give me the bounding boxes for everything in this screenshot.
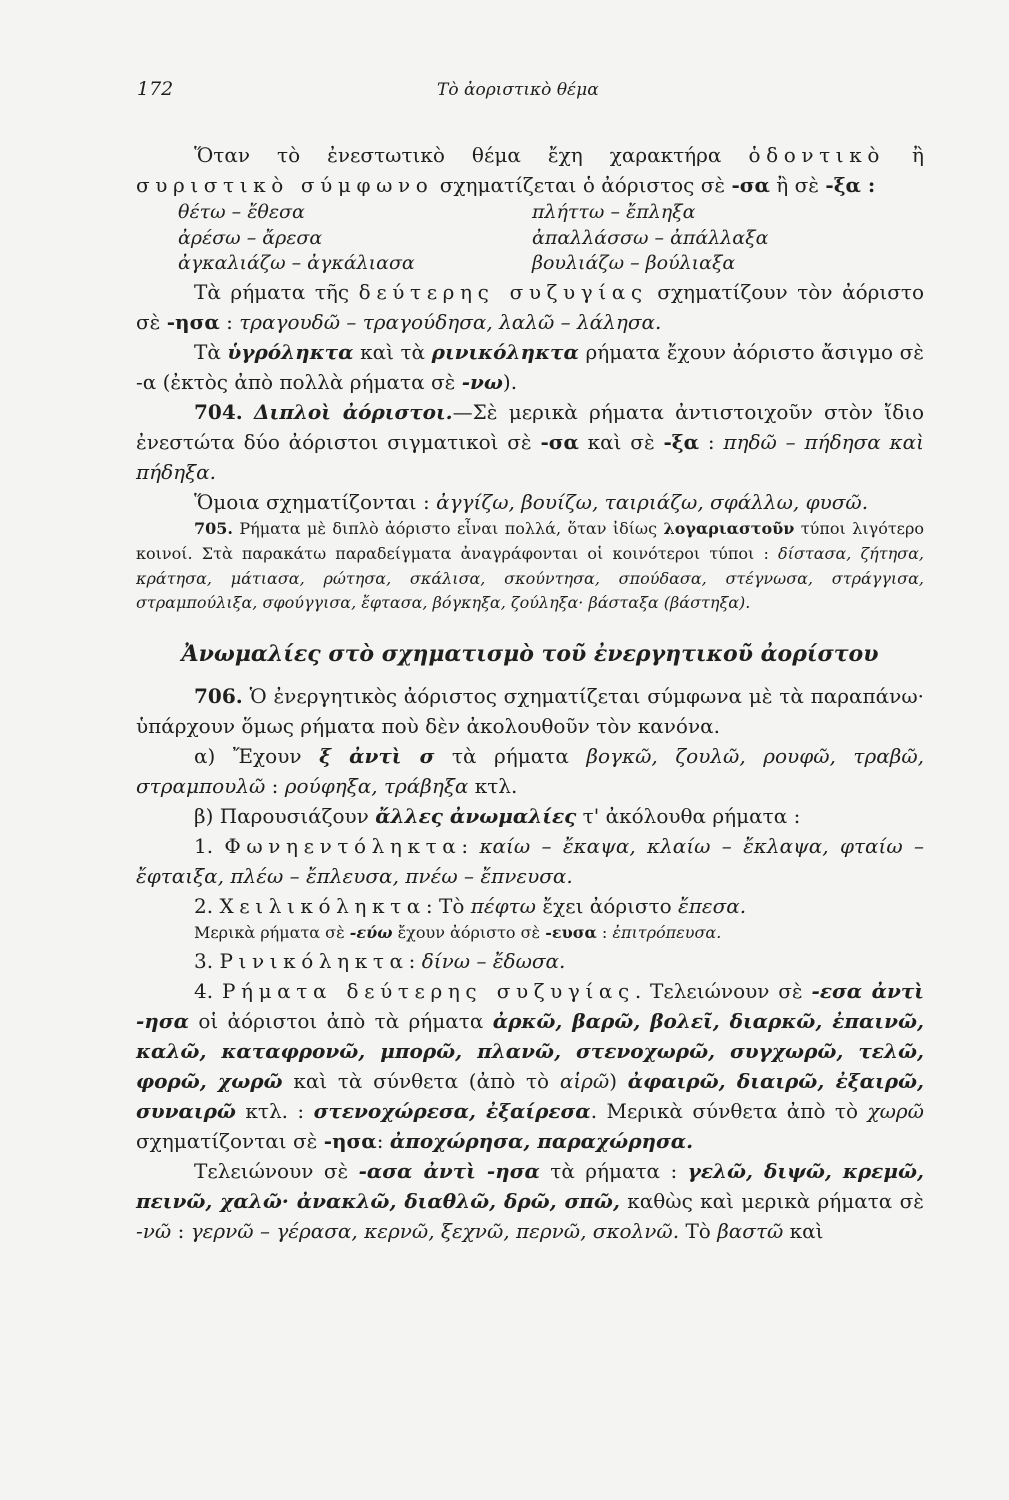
term: ρινικόληκτα [431, 339, 579, 364]
ending: -σα [540, 429, 579, 454]
ending: -ξα [825, 173, 861, 197]
example: αἱρῶ [559, 1068, 610, 1093]
paragraph-705 [136, 517, 924, 616]
text: Ὅταν τὸ ἐνεστωτικὸ θέμα ἔχη χαρακτήρα [194, 143, 749, 167]
text: τὰ ρήματα : [539, 1158, 688, 1183]
text: β) Παρουσιάζουν [194, 804, 376, 829]
examples: πηδῶ – πήδησα καὶ πήδηξα. [136, 429, 925, 484]
section-number: 705. [194, 518, 233, 538]
text: τύποι λιγότερο κοινοί. Στὰ παρακάτω παραδείγματα ἀναγράφονται οἱ κοινότεροι τύποι : [136, 518, 925, 563]
example-left: ἀρέσω – ἄρεσα [178, 226, 323, 249]
item-labial-stems [136, 891, 924, 921]
text: : [461, 834, 480, 859]
text: τ' ἀκόλουθα ρήματα : [576, 804, 801, 829]
example: ἐπιτρόπευσα. [612, 923, 722, 943]
examples: γερνῶ – γέρασα, κερνῶ, ξεχνῶ, περνῶ, σκολνῶ. [190, 1218, 680, 1243]
text: ) [609, 1068, 628, 1093]
text: σχηματίζονται σὲ [136, 1128, 324, 1153]
text: καὶ σὲ [578, 429, 664, 454]
ending: -νω [461, 369, 503, 394]
examples: ρούφηξα, τράβηξα [284, 774, 469, 799]
text: : [376, 1128, 390, 1153]
term: ξ ἀντὶ σ [319, 744, 435, 769]
text: : [265, 774, 285, 799]
term: ἄλλες ἀνωμαλίες [375, 804, 577, 829]
paragraph-intro [136, 140, 924, 200]
paragraph-706-b [136, 801, 924, 831]
text: Ὅμοια σχηματίζονται : [194, 489, 437, 514]
section-title: Ἀνωμαλίες στὸ σχηματισμὸ τοῦ ἐνεργητικοῦ ἀορίστου [181, 641, 879, 668]
examples: ἀφαιρῶ, διαιρῶ, ἐξαιρῶ, συναιρῶ [136, 1068, 925, 1123]
example: πέφτω [470, 894, 536, 919]
text: Τὸ [679, 1218, 718, 1243]
examples: τραγουδῶ – τραγούδησα, λαλῶ – λάλησα. [239, 309, 662, 334]
text: . Τελειώνουν σὲ [634, 978, 812, 1003]
spaced-term: ὁδοντικὸ [748, 143, 885, 167]
item-vowel-stems [136, 831, 924, 891]
text: —Σὲ μερικὰ ρήματα ἀντιστοιχοῦν στὸν ἴδιο ἐνεστώτα δύο ἀόριστοι σιγματικοὶ σὲ [136, 399, 924, 454]
example-pairs [178, 200, 924, 277]
text: καὶ [783, 1218, 824, 1243]
paragraph-second-conjugation [136, 277, 924, 337]
term: ὑγρόληκτα [227, 339, 354, 364]
examples: δίστασα, ζήτησα, κράτησα, μάτιασα, ρώτησα, σκάλισα, σκούντησα, σπούδασα, στέγνωσα, στράγγισα, στραμπούλιξα, σφούγγισα, ἔφτασα, βόγκηξα, ζούληξα· βάσταξα (βάστηξα). [136, 543, 924, 613]
text: : [408, 948, 422, 973]
example-right: ἀπαλλάσσω – ἀπάλλαξα [532, 226, 769, 249]
text: ). [502, 369, 518, 394]
text: Τὰ ρήματα τῆς [194, 279, 359, 304]
text: Ὁ ἐνεργητικὸς ἀόριστος σχηματίζεται σύμφωνα μὲ τὰ παραπάνω· ὑπάρχουν ὅμως ρήματα ποὺ δὲν ἀκολουθοῦν τὸν κανόνα. [136, 684, 924, 739]
text: καθὼς καὶ μερικὰ ρήματα σὲ [619, 1188, 924, 1213]
item-second-conjugation [136, 976, 924, 1156]
text: ἔχει ἀόριστο [536, 894, 679, 919]
text: καὶ τὰ [353, 339, 432, 364]
item-number: 2. [194, 894, 220, 919]
ending: -εύω [349, 923, 393, 943]
examples: καίω – ἔκαψα, κλαίω – ἔκλαψα, φταίω – ἔφταιξα, πλέω – ἔπλευσα, πνέω – ἔπνευσα. [136, 834, 924, 889]
text: . Μερικὰ σύνθετα ἀπὸ τὸ [590, 1098, 868, 1123]
text: : [596, 923, 613, 943]
ending: -νῶ [136, 1218, 172, 1243]
section-number: 704. [194, 399, 243, 424]
example-left: θέτω – ἔθεσα [178, 201, 305, 223]
ending: -ησα [166, 309, 220, 334]
item-labial-note [136, 921, 924, 946]
ending: -σα [731, 173, 770, 197]
example-right: βουλιάζω – βούλιαξα [532, 252, 736, 275]
ending: -εσα ἀντὶ -ησα [136, 978, 924, 1033]
text: : [860, 173, 876, 197]
examples: ἀποχώρησα, παραχώρησα. [389, 1128, 694, 1153]
ending: -ησα [323, 1128, 377, 1153]
examples: στενοχώρεσα, ἐξαίρεσα [313, 1098, 591, 1123]
text: Τελειώνουν σὲ [194, 1158, 359, 1183]
text: : [219, 309, 240, 334]
example: βαστῶ [717, 1218, 784, 1243]
text: Τὰ [194, 339, 228, 364]
spaced-term: Ρινικόληκτα [219, 948, 409, 973]
ending: -ασα ἀντὶ -ησα [358, 1158, 540, 1183]
ending: -ευσα [545, 923, 597, 943]
page-body [136, 140, 924, 1246]
examples: γελῶ, διψῶ, κρεμῶ, πεινῶ, χαλῶ· ἀνακλῶ, διαθλῶ, δρῶ, σπῶ, [136, 1158, 924, 1213]
paragraph-706 [136, 681, 924, 741]
term: λογαριαστοῦν [663, 518, 795, 538]
text: Ρήματα μὲ διπλὸ ἀόριστο εἶναι πολλά, ὅταν ἰδίως [232, 518, 664, 538]
text: κτλ. : [235, 1098, 314, 1123]
example: ἔπεσα. [678, 894, 747, 919]
text: ρήματα ἔχουν ἀόριστο ἄσιγμο σὲ -α (ἐκτὸς ἀπὸ πολλὰ ρήματα σὲ [136, 339, 925, 394]
text: Μερικὰ ρήματα σὲ [194, 923, 350, 943]
ending: -ξα [663, 429, 700, 454]
paragraph-final [136, 1156, 924, 1246]
text: : Τὸ [425, 894, 471, 919]
text: ἢ [884, 143, 924, 167]
examples: βογκῶ, ζουλῶ, ρουφῶ, τραβῶ, στραμπουλῶ [136, 744, 924, 799]
examples: ἀρκῶ, βαρῶ, βολεῖ, διαρκῶ, ἐπαινῶ, καλῶ, καταφρονῶ, μπορῶ, πλανῶ, στενοχωρῶ, συγχωρῶ, τελῶ, φορῶ, χωρῶ [136, 1008, 924, 1093]
item-nasal-stems [136, 946, 924, 976]
section-number: 706. [194, 684, 243, 709]
example: χωρῶ [867, 1098, 924, 1123]
text: : [171, 1218, 191, 1243]
examples: ἀγγίζω, βουίζω, ταιριάζω, σφάλλω, φυσῶ. [436, 489, 869, 514]
paragraph-liquid-nasal [136, 337, 924, 397]
text: ἢ σὲ [769, 173, 826, 197]
example: δίνω – ἔδωσα. [421, 948, 566, 973]
running-title: Τὸ ἀοριστικὸ θέμα [437, 80, 599, 100]
section-heading: Διπλοὶ ἀόριστοι. [254, 399, 453, 424]
text: καὶ τὰ σύνθετα (ἀπὸ τὸ [282, 1068, 560, 1093]
spaced-term: Ρήματα δεύτερης συζυγίας [221, 978, 635, 1003]
spaced-term: Χειλικόληκτα [219, 894, 426, 919]
text: σχηματίζεται ὁ ἀόριστος σὲ [433, 173, 732, 197]
example-left: ἀγκαλιάζω – ἀγκάλιασα [178, 252, 415, 275]
spaced-term: δεύτερης συζυγίας [358, 279, 648, 304]
example-right: πλήττω – ἔπληξα [532, 201, 696, 223]
text: οἱ ἀόριστοι ἀπὸ τὰ ρήματα [188, 1008, 493, 1033]
spaced-term: συριστικὸ σύμφωνο [136, 173, 434, 197]
page-number: 172 [137, 78, 174, 100]
paragraph-704-similar [136, 487, 924, 517]
item-number: 1. [194, 834, 225, 859]
text: κτλ. [468, 774, 518, 799]
paragraph-706-a [136, 741, 924, 801]
page-header [137, 78, 919, 112]
text: : [699, 429, 724, 454]
text: ἔχουν ἀόριστο σὲ [392, 923, 546, 943]
paragraph-704 [136, 397, 924, 487]
text: τὰ ρήματα [434, 744, 587, 769]
item-number: 3. [194, 948, 220, 973]
spaced-term: Φωνηεντόληκτα [224, 834, 462, 859]
item-number: 4. [194, 978, 222, 1003]
text: σχηματίζουν τὸν ἀόριστο σὲ [136, 279, 924, 334]
text: α) Ἔχουν [194, 744, 320, 769]
